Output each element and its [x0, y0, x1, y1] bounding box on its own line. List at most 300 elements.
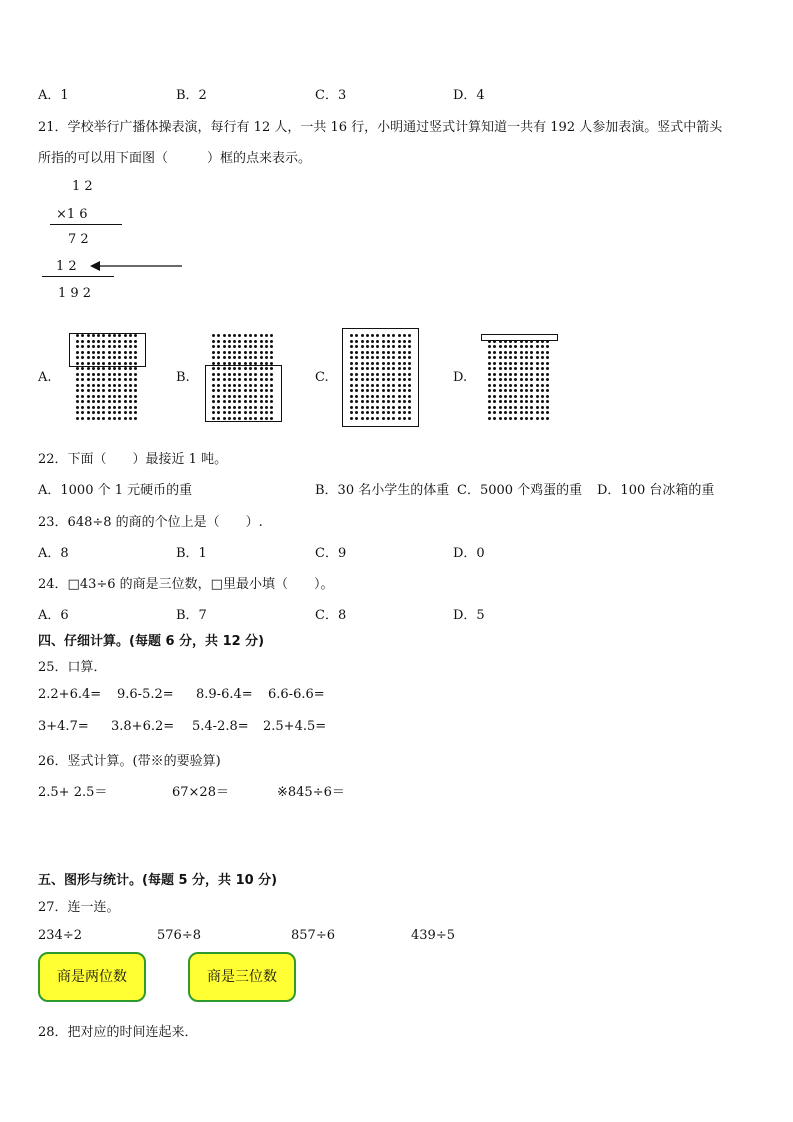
dot — [265, 340, 268, 343]
dot — [536, 351, 539, 354]
dot — [530, 367, 533, 370]
callout-three-digit-quotient[interactable]: 商是三位数 — [188, 952, 296, 1002]
dot — [488, 362, 491, 365]
dot — [493, 411, 496, 414]
q25-title: 25．口算． — [38, 660, 107, 675]
dot — [134, 411, 137, 414]
dot — [233, 356, 236, 359]
dot — [212, 345, 215, 348]
q24-option-d: D．5 — [453, 608, 485, 623]
dot — [541, 367, 544, 370]
dot — [124, 384, 127, 387]
frame-d — [481, 334, 558, 341]
q20-option-a: A．1 — [38, 88, 69, 103]
dot — [76, 373, 79, 376]
dot — [493, 345, 496, 348]
dot — [514, 367, 517, 370]
dot — [81, 417, 84, 420]
dot — [493, 406, 496, 409]
section-5-title: 五、图形与统计。(每题 5 分，共 10 分) — [38, 873, 278, 888]
dot — [102, 378, 105, 381]
dot — [76, 367, 79, 370]
q23-option-b: B．1 — [176, 546, 207, 561]
q22-option-b: B．30 名小学生的体重 — [315, 483, 450, 498]
dot — [124, 411, 127, 414]
dot — [270, 334, 273, 337]
dot — [546, 373, 549, 376]
dot — [488, 400, 491, 403]
dot — [488, 395, 491, 398]
dot — [81, 411, 84, 414]
dot — [113, 400, 116, 403]
dot — [509, 384, 512, 387]
dot — [514, 406, 517, 409]
dot — [499, 378, 502, 381]
dot — [118, 411, 121, 414]
dot — [536, 356, 539, 359]
q22-question: 22．下面（ ）最接近 1 吨。 — [38, 452, 228, 467]
dot — [87, 389, 90, 392]
dot — [92, 389, 95, 392]
dot — [228, 345, 231, 348]
dot — [520, 417, 523, 420]
dot — [514, 411, 517, 414]
dot — [488, 367, 491, 370]
dot — [514, 362, 517, 365]
dot — [504, 373, 507, 376]
dot — [499, 367, 502, 370]
q23-option-c: C．9 — [315, 546, 347, 561]
dot — [108, 367, 111, 370]
dot — [493, 356, 496, 359]
dot — [260, 351, 263, 354]
q25-item-5: 3+4.7= — [38, 719, 89, 734]
dot — [118, 389, 121, 392]
dot — [113, 417, 116, 420]
dot — [118, 406, 121, 409]
dot — [536, 389, 539, 392]
dot — [102, 373, 105, 376]
dot — [124, 373, 127, 376]
dot — [514, 351, 517, 354]
dot — [488, 411, 491, 414]
dot — [81, 395, 84, 398]
dot — [541, 362, 544, 365]
dot — [525, 351, 528, 354]
dot — [520, 406, 523, 409]
dot — [134, 367, 137, 370]
q26-title: 26．竖式计算。(带※的要验算) — [38, 754, 221, 769]
dot — [546, 417, 549, 420]
dot — [113, 411, 116, 414]
dot — [536, 362, 539, 365]
dot — [260, 340, 263, 343]
dot — [223, 351, 226, 354]
dot — [217, 345, 220, 348]
dot — [546, 395, 549, 398]
dot — [118, 400, 121, 403]
dot — [493, 367, 496, 370]
dot — [530, 345, 533, 348]
q25-item-4: 6.6-6.6= — [268, 687, 325, 702]
dot — [525, 395, 528, 398]
dot — [541, 373, 544, 376]
dot — [265, 345, 268, 348]
dot — [509, 389, 512, 392]
dot — [129, 373, 132, 376]
dot — [87, 384, 90, 387]
dot — [76, 384, 79, 387]
q25-item-6: 3.8+6.2= — [111, 719, 175, 734]
dot — [108, 373, 111, 376]
dot — [509, 411, 512, 414]
dot — [530, 411, 533, 414]
q25-item-7: 5.4-2.8= — [192, 719, 249, 734]
dot — [97, 406, 100, 409]
dot — [530, 384, 533, 387]
dot — [118, 395, 121, 398]
dot — [536, 411, 539, 414]
dot — [217, 334, 220, 337]
q27-expr-1: 234÷2 — [38, 928, 82, 943]
dot — [493, 362, 496, 365]
calc-partial-2: 1 2 — [56, 259, 77, 274]
dot — [546, 400, 549, 403]
dot — [238, 356, 241, 359]
dot — [525, 411, 528, 414]
dot — [509, 417, 512, 420]
dot — [546, 389, 549, 392]
dot — [504, 384, 507, 387]
dot — [525, 384, 528, 387]
dot — [504, 417, 507, 420]
dot — [233, 351, 236, 354]
dot — [488, 351, 491, 354]
dot — [228, 351, 231, 354]
dot — [129, 395, 132, 398]
dot — [525, 400, 528, 403]
dot — [488, 384, 491, 387]
dot — [113, 406, 116, 409]
dot — [249, 345, 252, 348]
dot — [536, 345, 539, 348]
dot — [541, 345, 544, 348]
dot — [92, 373, 95, 376]
dot — [514, 417, 517, 420]
dot — [223, 334, 226, 337]
dot — [97, 384, 100, 387]
dot — [238, 345, 241, 348]
q21-option-d-label: D. — [453, 370, 468, 385]
dot — [488, 373, 491, 376]
dot — [254, 340, 257, 343]
dot — [265, 351, 268, 354]
dot — [124, 395, 127, 398]
dot — [541, 356, 544, 359]
dot — [244, 356, 247, 359]
q26-item-1: 2.5+ 2.5＝ — [38, 785, 108, 800]
dot — [87, 395, 90, 398]
dot — [530, 378, 533, 381]
q26-item-3: ※845÷6＝ — [277, 785, 345, 800]
dot — [102, 400, 105, 403]
dot — [97, 417, 100, 420]
frame-a — [69, 333, 146, 367]
dot — [87, 400, 90, 403]
dot — [134, 400, 137, 403]
dot — [233, 345, 236, 348]
dot — [223, 345, 226, 348]
dot — [514, 356, 517, 359]
dot — [124, 367, 127, 370]
dot — [134, 417, 137, 420]
dot — [108, 389, 111, 392]
q24-option-b: B．7 — [176, 608, 207, 623]
dot — [520, 378, 523, 381]
dot — [217, 351, 220, 354]
q25-item-3: 8.9-6.4= — [196, 687, 253, 702]
calc-multiplicand: 1 2 — [72, 179, 93, 194]
dot — [270, 340, 273, 343]
dot — [113, 384, 116, 387]
dot — [129, 389, 132, 392]
dot — [530, 417, 533, 420]
dot — [536, 378, 539, 381]
dot — [514, 373, 517, 376]
dot — [520, 345, 523, 348]
dot — [499, 389, 502, 392]
dot — [212, 356, 215, 359]
dot — [536, 417, 539, 420]
dot — [81, 400, 84, 403]
dot — [499, 351, 502, 354]
dot — [509, 378, 512, 381]
dot — [514, 400, 517, 403]
dot — [525, 378, 528, 381]
q23-option-a: A．8 — [38, 546, 69, 561]
dot — [223, 340, 226, 343]
dot — [81, 367, 84, 370]
dot — [546, 351, 549, 354]
dot — [536, 395, 539, 398]
dot — [249, 351, 252, 354]
dot — [129, 406, 132, 409]
dot — [97, 411, 100, 414]
dot — [270, 351, 273, 354]
dot — [254, 356, 257, 359]
dot — [92, 417, 95, 420]
dot — [525, 356, 528, 359]
dot — [129, 384, 132, 387]
dot — [108, 411, 111, 414]
dot — [81, 406, 84, 409]
dot — [499, 356, 502, 359]
dot — [260, 345, 263, 348]
dot — [499, 417, 502, 420]
dot — [499, 411, 502, 414]
dot — [504, 367, 507, 370]
dot — [223, 356, 226, 359]
dot — [541, 389, 544, 392]
dot — [254, 345, 257, 348]
dot — [249, 340, 252, 343]
dot — [134, 373, 137, 376]
dot — [97, 395, 100, 398]
dot — [536, 400, 539, 403]
dot — [102, 384, 105, 387]
dot — [76, 406, 79, 409]
dot — [233, 340, 236, 343]
dot — [509, 373, 512, 376]
dot — [499, 362, 502, 365]
dot — [493, 389, 496, 392]
dot — [546, 384, 549, 387]
dot — [504, 406, 507, 409]
dot — [76, 395, 79, 398]
dot — [113, 395, 116, 398]
dot — [228, 340, 231, 343]
dot — [134, 378, 137, 381]
q22-option-a: A．1000 个 1 元硬币的重 — [38, 483, 193, 498]
dot — [124, 400, 127, 403]
dot — [536, 367, 539, 370]
dot — [488, 345, 491, 348]
calc-rule-2 — [42, 276, 114, 277]
q26-item-2: 67×28＝ — [172, 785, 229, 800]
dot — [499, 345, 502, 348]
q20-option-c: C．3 — [315, 88, 347, 103]
dot — [260, 356, 263, 359]
dot — [530, 406, 533, 409]
dot — [546, 367, 549, 370]
dot — [108, 384, 111, 387]
dot — [254, 351, 257, 354]
dot — [493, 417, 496, 420]
dot — [541, 395, 544, 398]
dot — [76, 417, 79, 420]
dot — [530, 373, 533, 376]
q25-item-2: 9.6-5.2= — [117, 687, 174, 702]
dot — [129, 417, 132, 420]
dot — [212, 334, 215, 337]
dot — [525, 417, 528, 420]
dot — [514, 384, 517, 387]
dot — [129, 378, 132, 381]
dot — [92, 378, 95, 381]
dot — [520, 411, 523, 414]
q21-question-line1: 21．学校举行广播体操表演，每行有 12 人，一共 16 行，小明通过竖式计算知道一共有 192 人参加表演。竖式中箭头 — [38, 120, 723, 135]
frame-c — [342, 328, 419, 427]
q20-option-d: D．4 — [453, 88, 485, 103]
dot — [244, 351, 247, 354]
dot — [97, 378, 100, 381]
dot — [76, 411, 79, 414]
dot — [92, 411, 95, 414]
dot — [541, 351, 544, 354]
dot — [124, 378, 127, 381]
q22-option-d: D．100 台冰箱的重 — [597, 483, 715, 498]
dot — [525, 362, 528, 365]
dot — [265, 334, 268, 337]
dot — [504, 378, 507, 381]
dot — [217, 356, 220, 359]
dot — [509, 351, 512, 354]
dot — [238, 340, 241, 343]
dot — [249, 356, 252, 359]
dot — [113, 367, 116, 370]
dot — [87, 417, 90, 420]
dot — [525, 367, 528, 370]
dot — [108, 395, 111, 398]
q21-question-line2: 所指的可以用下面图（ ）框的点来表示。 — [38, 151, 312, 166]
dot — [92, 406, 95, 409]
dot — [546, 406, 549, 409]
arrow-icon — [90, 260, 184, 272]
dot — [87, 367, 90, 370]
dot — [488, 356, 491, 359]
dot — [520, 373, 523, 376]
dot — [504, 389, 507, 392]
dot — [541, 411, 544, 414]
dot — [244, 345, 247, 348]
dot — [499, 395, 502, 398]
dot — [76, 378, 79, 381]
dot — [118, 384, 121, 387]
dot — [541, 400, 544, 403]
q24-question: 24．□43÷6 的商是三位数，□里最小填（ ）。 — [38, 577, 334, 592]
dot — [509, 345, 512, 348]
dot — [493, 351, 496, 354]
dot — [113, 389, 116, 392]
callout-two-digit-quotient[interactable]: 商是两位数 — [38, 952, 146, 1002]
calc-partial-1: 7 2 — [68, 232, 89, 247]
q23-question: 23．648÷8 的商的个位上是（ ）. — [38, 515, 263, 530]
dot — [499, 406, 502, 409]
dot — [238, 334, 241, 337]
dot — [520, 400, 523, 403]
dot — [129, 400, 132, 403]
dot — [536, 384, 539, 387]
dot — [536, 373, 539, 376]
dot — [504, 351, 507, 354]
dot — [493, 378, 496, 381]
calc-rule-1 — [50, 224, 122, 225]
dot — [102, 406, 105, 409]
dot — [102, 417, 105, 420]
dot — [270, 356, 273, 359]
dot — [546, 345, 549, 348]
dot — [493, 384, 496, 387]
dot — [488, 389, 491, 392]
dot — [134, 395, 137, 398]
dot — [233, 334, 236, 337]
dot — [212, 351, 215, 354]
dot — [97, 367, 100, 370]
dot — [81, 378, 84, 381]
dot — [530, 389, 533, 392]
q21-option-c-label: C. — [315, 370, 329, 385]
dot — [546, 411, 549, 414]
dot — [514, 345, 517, 348]
dot — [244, 340, 247, 343]
dot — [546, 356, 549, 359]
dot — [254, 334, 257, 337]
dot — [514, 378, 517, 381]
dot — [76, 400, 79, 403]
dot — [92, 384, 95, 387]
dot — [488, 417, 491, 420]
dot — [530, 351, 533, 354]
